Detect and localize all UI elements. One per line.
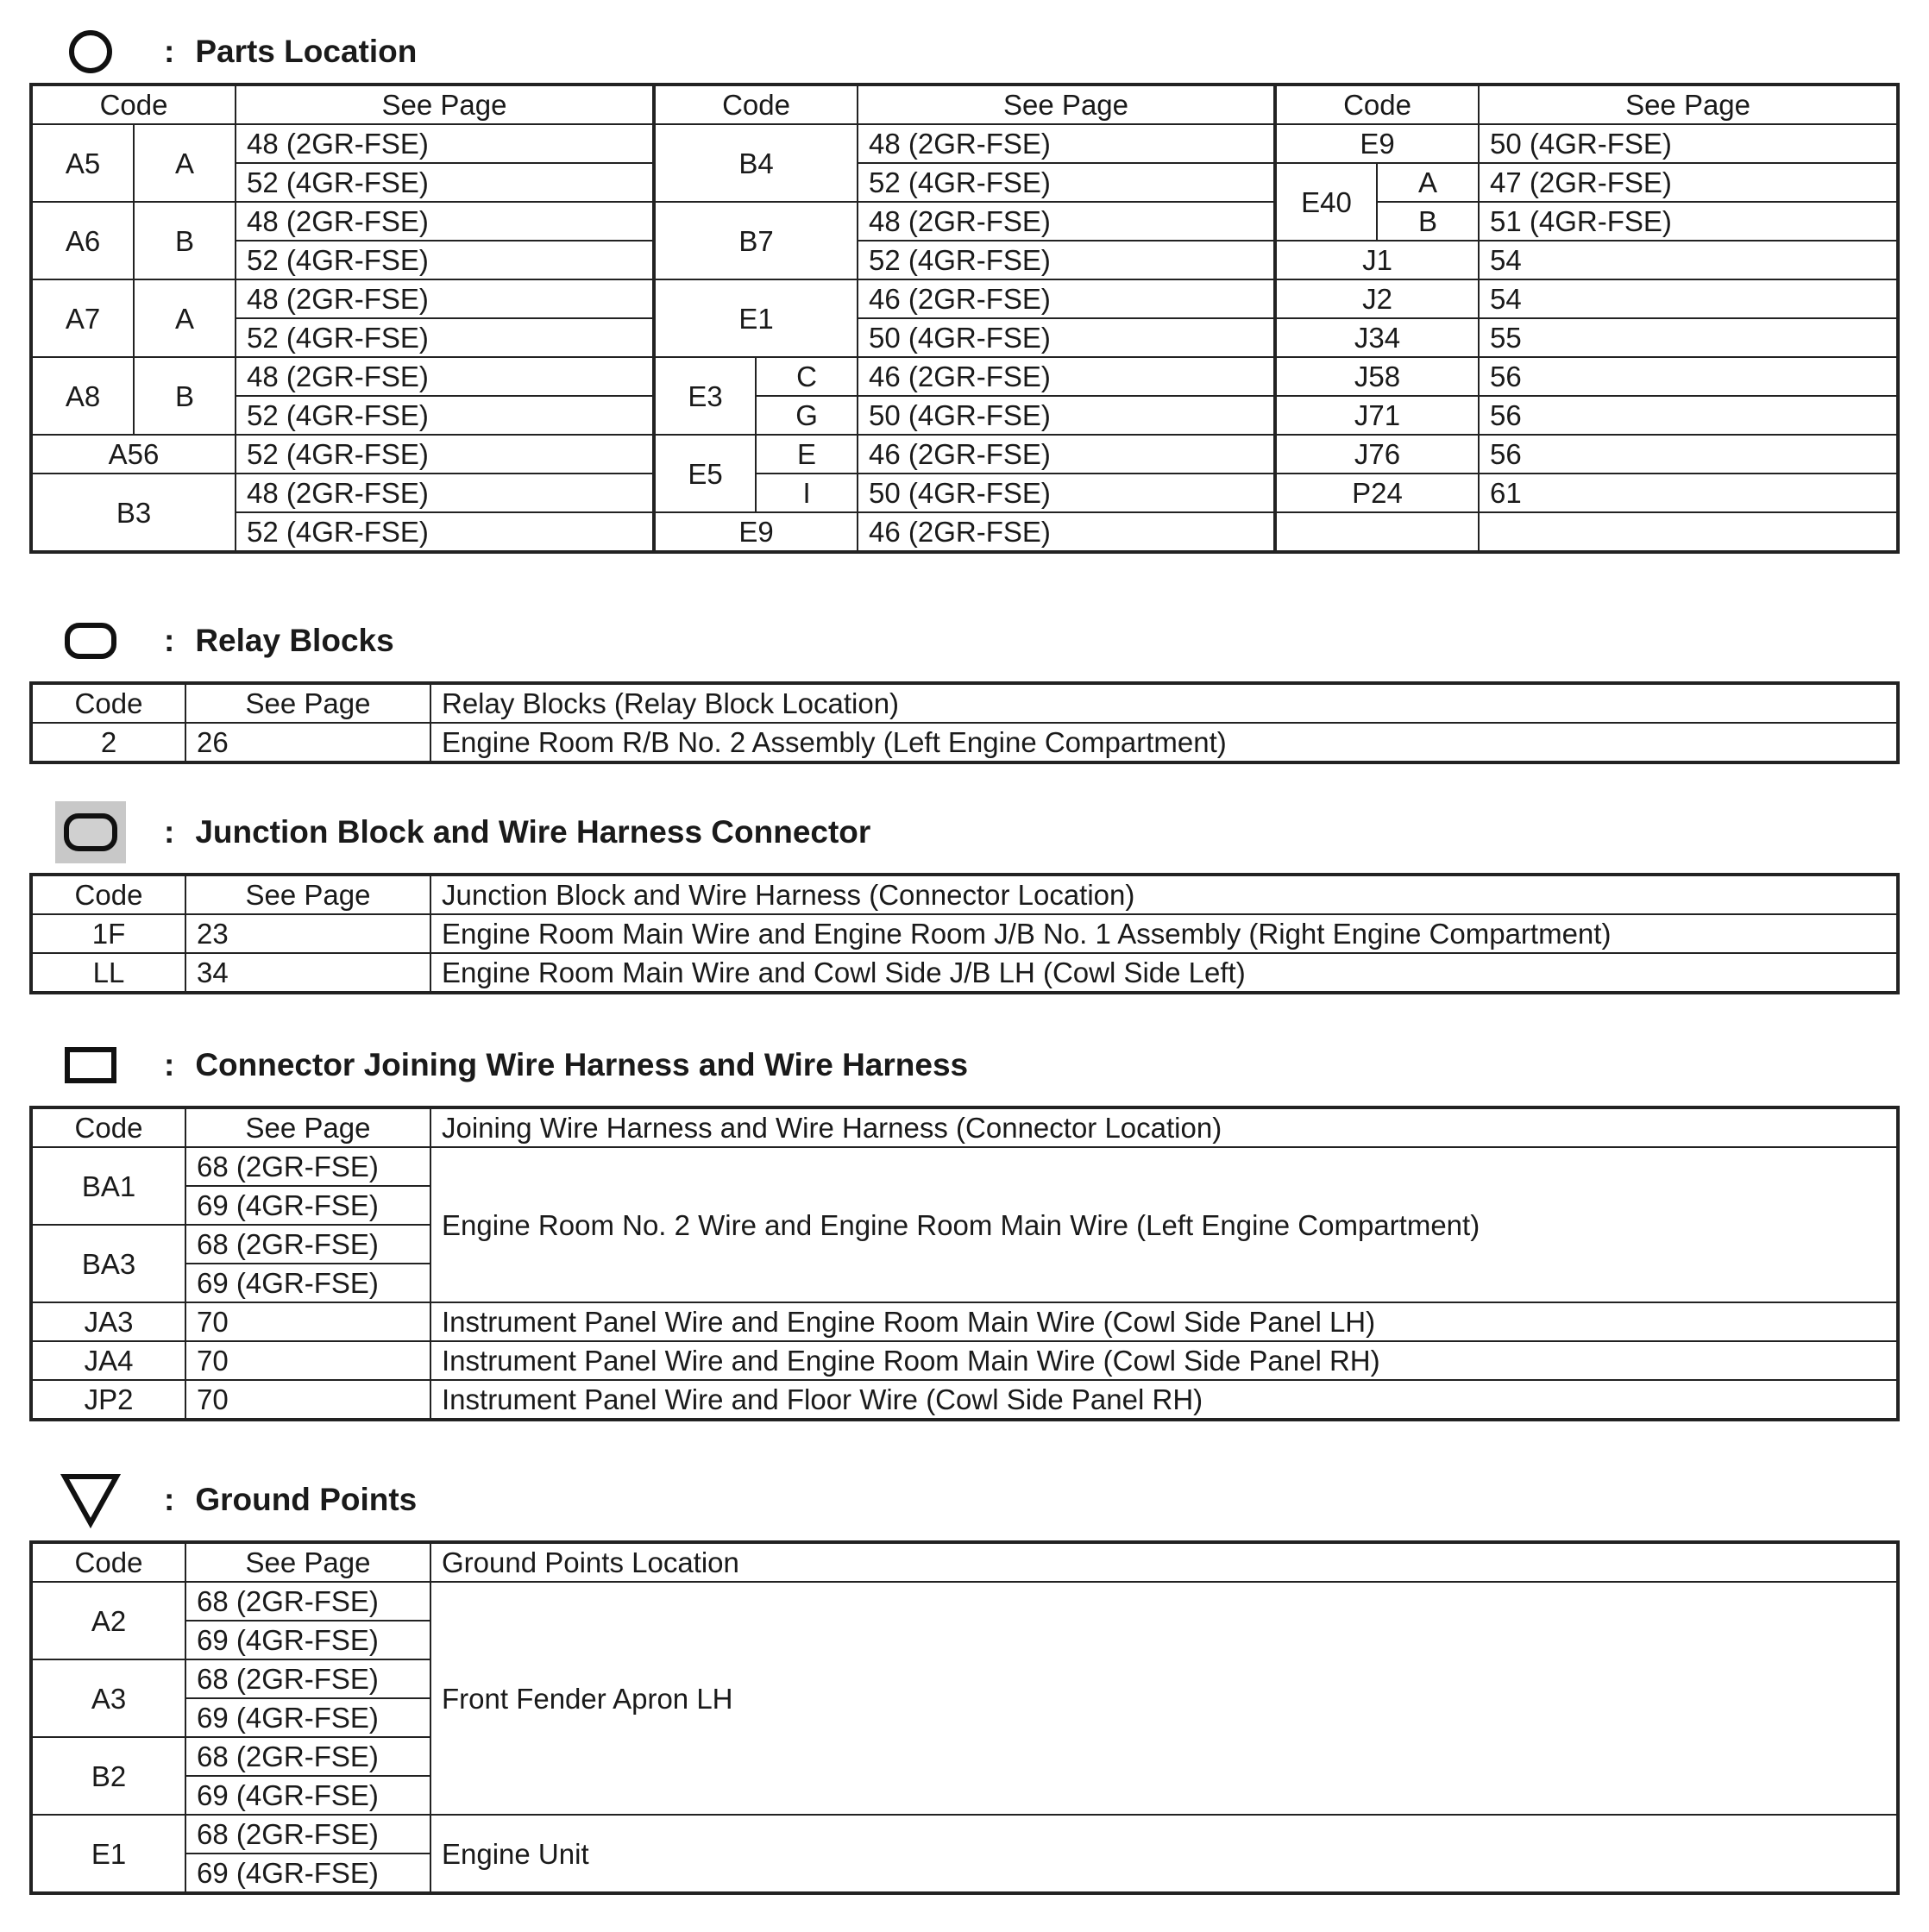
table-row	[32, 318, 1897, 357]
colon: :	[164, 1047, 175, 1082]
page-cell: 68 (2GR-FSE)	[185, 1737, 430, 1776]
sub-code-cell: A	[134, 124, 236, 202]
header-see-page: See Page	[1479, 85, 1897, 124]
code-cell: A7	[32, 279, 134, 357]
code-cell: A56	[32, 435, 236, 474]
page-cell: 46 (2GR-FSE)	[858, 512, 1275, 551]
page-cell: 69 (4GR-FSE)	[185, 1621, 430, 1659]
page-cell: 69 (4GR-FSE)	[185, 1264, 430, 1302]
page-cell: 48 (2GR-FSE)	[236, 279, 654, 318]
rounded-rect-icon	[60, 611, 121, 671]
page-cell: 54	[1479, 279, 1897, 318]
table-row	[32, 474, 1897, 512]
page-cell: 70	[185, 1341, 430, 1380]
code-cell: B4	[654, 124, 858, 202]
connector-joining-heading	[60, 1035, 968, 1095]
sub-code-cell: A	[1377, 163, 1479, 202]
page-cell: 69 (4GR-FSE)	[185, 1854, 430, 1892]
header-location: Joining Wire Harness and Wire Harness (Connector Location)	[430, 1108, 1897, 1147]
header-see-page: See Page	[185, 875, 430, 914]
page-cell: 52 (4GR-FSE)	[858, 241, 1275, 279]
header-code: Code	[654, 85, 858, 124]
sub-code-cell: I	[756, 474, 858, 512]
colon: :	[164, 623, 175, 658]
desc-cell: Instrument Panel Wire and Floor Wire (Cowl Side Panel RH)	[430, 1380, 1897, 1419]
colon: :	[164, 814, 175, 850]
table-header-row	[32, 1108, 1897, 1147]
code-cell: A3	[32, 1659, 185, 1737]
desc-cell: Engine Room Main Wire and Engine Room J/B No. 1 Assembly (Right Engine Compartment)	[430, 914, 1897, 953]
page-cell: 48 (2GR-FSE)	[236, 124, 654, 163]
page-cell: 48 (2GR-FSE)	[858, 124, 1275, 163]
table-row	[32, 1582, 1897, 1621]
table-row	[32, 1815, 1897, 1854]
code-cell: E1	[32, 1815, 185, 1892]
page-cell: 68 (2GR-FSE)	[185, 1147, 430, 1186]
header-code: Code	[32, 85, 236, 124]
page-cell: 46 (2GR-FSE)	[858, 435, 1275, 474]
page-cell: 52 (4GR-FSE)	[236, 396, 654, 435]
page-cell: 48 (2GR-FSE)	[858, 202, 1275, 241]
table-header-row	[32, 875, 1897, 914]
header-see-page: See Page	[185, 1108, 430, 1147]
header-code: Code	[1275, 85, 1479, 124]
page-cell: 23	[185, 914, 430, 953]
code-cell: P24	[1275, 474, 1479, 512]
desc-cell: Instrument Panel Wire and Engine Room Main Wire (Cowl Side Panel LH)	[430, 1302, 1897, 1341]
table-row	[32, 1341, 1897, 1380]
page-cell: 54	[1479, 241, 1897, 279]
table-row	[32, 202, 1897, 241]
code-cell: E5	[654, 435, 756, 512]
circle-icon	[60, 22, 121, 82]
page-cell: 69 (4GR-FSE)	[185, 1698, 430, 1737]
code-cell: JA3	[32, 1302, 185, 1341]
sub-code-cell: C	[756, 357, 858, 396]
section-title: Relay Blocks	[195, 623, 394, 658]
page-cell: 68 (2GR-FSE)	[185, 1659, 430, 1698]
table-header-row	[32, 1543, 1897, 1582]
code-cell: 2	[32, 723, 185, 762]
shaded-rounded-rect-icon	[55, 801, 126, 863]
table-row	[32, 279, 1897, 318]
desc-cell: Instrument Panel Wire and Engine Room Main Wire (Cowl Side Panel RH)	[430, 1341, 1897, 1380]
header-see-page: See Page	[185, 684, 430, 723]
page-cell: 52 (4GR-FSE)	[236, 435, 654, 474]
code-cell: E9	[654, 512, 858, 551]
header-location: Relay Blocks (Relay Block Location)	[430, 684, 1897, 723]
header-code: Code	[32, 1543, 185, 1582]
code-cell: BA3	[32, 1225, 185, 1302]
colon: :	[164, 34, 175, 69]
parts-location-table	[31, 85, 1898, 552]
page-cell: 52 (4GR-FSE)	[236, 241, 654, 279]
page-cell: 46 (2GR-FSE)	[858, 279, 1275, 318]
relay-blocks-heading	[60, 611, 394, 671]
page-cell: 56	[1479, 435, 1897, 474]
page-cell: 50 (4GR-FSE)	[858, 396, 1275, 435]
header-location: Ground Points Location	[430, 1543, 1897, 1582]
colon: :	[164, 1482, 175, 1517]
page-cell: 56	[1479, 357, 1897, 396]
page-cell: 69 (4GR-FSE)	[185, 1186, 430, 1225]
table-row	[32, 1380, 1897, 1419]
code-cell: B2	[32, 1737, 185, 1815]
sub-code-cell: A	[134, 279, 236, 357]
connector-joining-table	[31, 1107, 1898, 1420]
table-header-row	[32, 684, 1897, 723]
section-title: Junction Block and Wire Harness Connector	[195, 814, 871, 850]
sub-code-cell: B	[134, 357, 236, 435]
desc-cell: Engine Room Main Wire and Cowl Side J/B LH (Cowl Side Left)	[430, 953, 1897, 992]
header-location: Junction Block and Wire Harness (Connector Location)	[430, 875, 1897, 914]
page-cell: 69 (4GR-FSE)	[185, 1776, 430, 1815]
code-cell: J2	[1275, 279, 1479, 318]
section-title: Connector Joining Wire Harness and Wire Harness	[195, 1047, 969, 1082]
page-cell: 34	[185, 953, 430, 992]
code-cell: E40	[1275, 163, 1377, 241]
header-see-page: See Page	[185, 1543, 430, 1582]
page-cell: 68 (2GR-FSE)	[185, 1815, 430, 1854]
page-cell: 70	[185, 1302, 430, 1341]
page-cell: 47 (2GR-FSE)	[1479, 163, 1897, 202]
table-row	[32, 1147, 1897, 1186]
table-row	[32, 163, 1897, 202]
triangle-icon	[60, 1470, 121, 1530]
desc-cell: Engine Room No. 2 Wire and Engine Room Main Wire (Left Engine Compartment)	[430, 1147, 1897, 1302]
page-cell: 50 (4GR-FSE)	[1479, 124, 1897, 163]
sub-code-cell: G	[756, 396, 858, 435]
table-row	[32, 914, 1897, 953]
table-row	[32, 357, 1897, 396]
code-cell: E1	[654, 279, 858, 357]
desc-cell: Engine Unit	[430, 1815, 1897, 1892]
section-title: Parts Location	[195, 34, 418, 69]
code-cell: J34	[1275, 318, 1479, 357]
code-cell: J1	[1275, 241, 1479, 279]
code-cell: A5	[32, 124, 134, 202]
table-header-row	[32, 85, 1897, 124]
code-cell: LL	[32, 953, 185, 992]
code-cell: E3	[654, 357, 756, 435]
page-cell: 52 (4GR-FSE)	[236, 163, 654, 202]
table-row	[32, 1302, 1897, 1341]
code-cell: BA1	[32, 1147, 185, 1225]
page-cell: 48 (2GR-FSE)	[236, 357, 654, 396]
code-cell: B3	[32, 474, 236, 551]
page-cell: 52 (4GR-FSE)	[236, 512, 654, 551]
desc-cell: Engine Room R/B No. 2 Assembly (Left Engine Compartment)	[430, 723, 1897, 762]
page-cell: 46 (2GR-FSE)	[858, 357, 1275, 396]
page-cell: 51 (4GR-FSE)	[1479, 202, 1897, 241]
page-cell: 50 (4GR-FSE)	[858, 318, 1275, 357]
header-see-page: See Page	[236, 85, 654, 124]
code-cell: J71	[1275, 396, 1479, 435]
header-code: Code	[32, 684, 185, 723]
header-see-page: See Page	[858, 85, 1275, 124]
page-cell: 61	[1479, 474, 1897, 512]
code-cell: J58	[1275, 357, 1479, 396]
table-row	[32, 396, 1897, 435]
code-cell: A2	[32, 1582, 185, 1659]
ground-points-table	[31, 1542, 1898, 1893]
desc-cell: Front Fender Apron LH	[430, 1582, 1897, 1815]
table-row	[32, 241, 1897, 279]
table-row	[32, 723, 1897, 762]
parts-location-heading	[60, 22, 417, 82]
junction-block-heading	[60, 802, 870, 862]
page-cell: 48 (2GR-FSE)	[236, 202, 654, 241]
table-row	[32, 124, 1897, 163]
code-cell: 1F	[32, 914, 185, 953]
header-code: Code	[32, 1108, 185, 1147]
page-cell: 26	[185, 723, 430, 762]
page-cell: 68 (2GR-FSE)	[185, 1582, 430, 1621]
header-code: Code	[32, 875, 185, 914]
page-cell: 48 (2GR-FSE)	[236, 474, 654, 512]
code-cell: A6	[32, 202, 134, 279]
code-cell: JP2	[32, 1380, 185, 1419]
page-cell: 70	[185, 1380, 430, 1419]
code-cell: JA4	[32, 1341, 185, 1380]
sub-code-cell: B	[134, 202, 236, 279]
junction-block-table	[31, 875, 1898, 993]
sub-code-cell: E	[756, 435, 858, 474]
page-cell: 68 (2GR-FSE)	[185, 1225, 430, 1264]
page-cell: 55	[1479, 318, 1897, 357]
section-title: Ground Points	[195, 1482, 418, 1517]
code-cell: J76	[1275, 435, 1479, 474]
sub-code-cell: B	[1377, 202, 1479, 241]
table-row	[32, 953, 1897, 992]
empty-cell	[1479, 512, 1897, 551]
code-cell: A8	[32, 357, 134, 435]
code-cell: E9	[1275, 124, 1479, 163]
ground-points-heading	[60, 1470, 417, 1530]
page-cell: 52 (4GR-FSE)	[236, 318, 654, 357]
code-cell: B7	[654, 202, 858, 279]
rectangle-icon	[60, 1035, 121, 1095]
page-cell: 50 (4GR-FSE)	[858, 474, 1275, 512]
relay-blocks-table	[31, 683, 1898, 762]
table-row	[32, 512, 1897, 551]
table-row	[32, 435, 1897, 474]
page-cell: 52 (4GR-FSE)	[858, 163, 1275, 202]
empty-cell	[1275, 512, 1479, 551]
page-cell: 56	[1479, 396, 1897, 435]
